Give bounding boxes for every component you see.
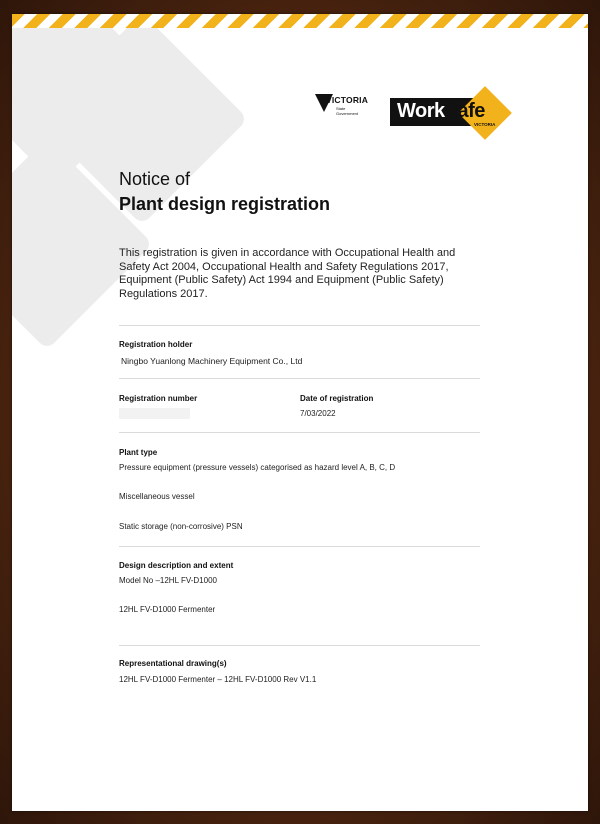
divider xyxy=(119,546,480,547)
page-title-line1: Notice of xyxy=(119,169,191,189)
intro-paragraph: This registration is given in accordance with Occupational Health and Safety Act 2004, Occupational Health and Safety Regulations 2017, Equipment (Public Safety) Act 1994 and Equipment (Public Safety) Regulations 2017. xyxy=(119,247,456,300)
registration-number-label: Registration number xyxy=(119,394,198,403)
plant-type-label: Plant type xyxy=(119,448,158,457)
design-item: 12HL FV-D1000 Fermenter xyxy=(119,605,216,614)
worksafe-work-text: Work xyxy=(397,100,445,122)
worksafe-safe-text: Safe xyxy=(444,100,485,122)
divider xyxy=(119,325,480,326)
plant-type-item: Miscellaneous vessel xyxy=(119,492,195,501)
divider xyxy=(119,378,480,379)
registration-date-value: 7/03/2022 xyxy=(300,409,336,418)
victoria-logo-subtext xyxy=(336,106,358,116)
divider xyxy=(119,645,480,646)
holder-value: Ningbo Yuanlong Machinery Equipment Co., Ltd xyxy=(121,356,303,366)
worksafe-logo-text xyxy=(397,100,485,123)
drawings-label: Representational drawing(s) xyxy=(119,659,227,668)
worksafe-logo xyxy=(390,92,510,138)
page-title: Plant design registration xyxy=(119,194,331,214)
design-item: Model No –12HL FV-D1000 xyxy=(119,576,217,585)
design-label: Design description and extent xyxy=(119,561,234,570)
registration-date-label: Date of registration xyxy=(300,394,374,403)
victoria-logo-sub1: State xyxy=(336,106,346,111)
worksafe-logo-subtext: VICTORIA xyxy=(474,122,496,127)
drawings-value: 12HL FV-D1000 Fermenter – 12HL FV-D1000 Rev V1.1 xyxy=(119,675,317,684)
certificate-paper xyxy=(12,14,588,811)
divider xyxy=(119,432,480,433)
victoria-logo-sub2: Government xyxy=(336,111,359,116)
holder-label: Registration holder xyxy=(119,340,193,349)
victoria-government-logo xyxy=(315,94,370,126)
registration-number-redacted xyxy=(119,408,190,419)
plant-type-item: Pressure equipment (pressure vessels) categorised as hazard level A, B, C, D xyxy=(119,463,396,472)
hazard-stripe xyxy=(12,14,588,28)
victoria-logo-text: VICTORIA xyxy=(326,95,369,105)
plant-type-item: Static storage (non-corrosive) PSN xyxy=(119,522,243,531)
